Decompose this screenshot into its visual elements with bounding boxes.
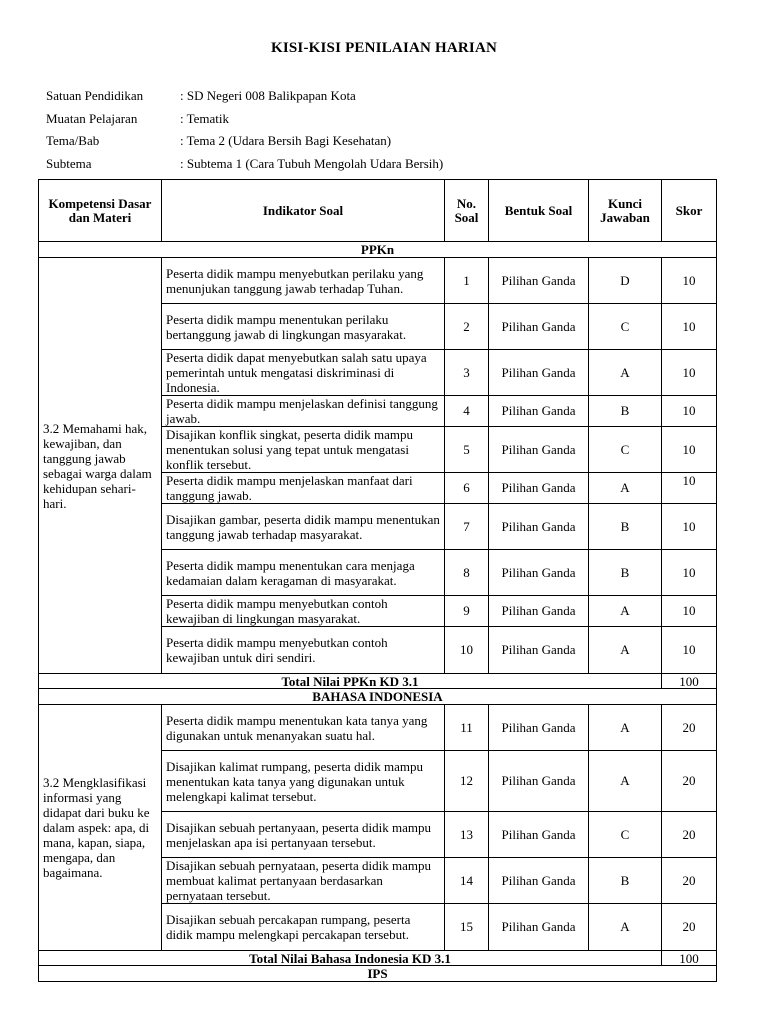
indikator-cell: Peserta didik mampu menentukan kata tanya yang digunakan untuk menanyakan suatu hal.: [162, 705, 445, 751]
bentuk-cell: Pilihan Ganda: [489, 350, 589, 396]
no-cell: 2: [445, 304, 489, 350]
skor-cell: 10: [662, 396, 717, 427]
indikator-cell: Peserta didik mampu menentukan cara menjaga kedamaian dalam keragaman di masyarakat.: [162, 550, 445, 596]
kunci-cell: A: [589, 751, 662, 812]
section-row: [39, 242, 717, 258]
skor-cell: 20: [662, 904, 717, 951]
skor-cell: 10: [662, 473, 717, 504]
indikator-cell: Disajikan sebuah percakapan rumpang, peserta didik mampu melengkapi percakapan tersebut.: [162, 904, 445, 951]
meta-row: [46, 156, 443, 179]
table-body: [39, 242, 717, 982]
indikator-cell: Peserta didik mampu menjelaskan definisi tanggung jawab.: [162, 396, 445, 427]
no-cell: 15: [445, 904, 489, 951]
indikator-cell: Peserta didik mampu menyebutkan contoh kewajiban di lingkungan masyarakat.: [162, 596, 445, 627]
skor-cell: 10: [662, 350, 717, 396]
meta-value: : SD Negeri 008 Balikpapan Kota: [180, 88, 356, 103]
kunci-cell: A: [589, 473, 662, 504]
kunci-cell: A: [589, 596, 662, 627]
meta-label: Muatan Pelajaran: [46, 110, 138, 126]
no-cell: 12: [445, 751, 489, 812]
meta-label: Satuan Pendidikan: [46, 88, 144, 103]
indikator-cell: Peserta didik mampu menyebutkan perilaku yang menunjukan tanggung jawab terhadap Tuhan.: [162, 258, 445, 304]
no-cell: 1: [445, 258, 489, 304]
indikator-cell: Peserta didik mampu menentukan perilaku bertanggung jawab di lingkungan masyarakat.: [162, 304, 445, 350]
total-value: 100: [662, 674, 717, 689]
meta-value: : Tema 2 (Udara Bersih Bagi Kesehatan): [180, 133, 392, 148]
total-label: Total Nilai Bahasa Indonesia KD 3.1: [39, 951, 662, 966]
skor-cell: 10: [662, 427, 717, 473]
section-row: [39, 966, 717, 982]
bentuk-cell: Pilihan Ganda: [489, 396, 589, 427]
bentuk-cell: Pilihan Ganda: [489, 596, 589, 627]
bentuk-cell: Pilihan Ganda: [489, 904, 589, 951]
kunci-cell: B: [589, 550, 662, 596]
kunci-cell: C: [589, 304, 662, 350]
header-kd: Kompetensi Dasar dan Materi: [39, 180, 162, 242]
no-cell: 14: [445, 858, 489, 904]
bentuk-cell: Pilihan Ganda: [489, 751, 589, 812]
skor-cell: 20: [662, 812, 717, 858]
no-cell: 5: [445, 427, 489, 473]
bentuk-cell: Pilihan Ganda: [489, 473, 589, 504]
no-cell: 9: [445, 596, 489, 627]
table-header-row: [39, 180, 717, 242]
indikator-cell: Peserta didik mampu menjelaskan manfaat dari tanggung jawab.: [162, 473, 445, 504]
section-title: PPKn: [39, 242, 717, 258]
skor-cell: 20: [662, 858, 717, 904]
section-title: BAHASA INDONESIA: [39, 689, 717, 705]
meta-value: : Subtema 1 (Cara Tubuh Mengolah Udara Bersih): [180, 155, 444, 171]
table-row: [39, 705, 717, 751]
no-cell: 4: [445, 396, 489, 427]
meta-value: : Tematik: [180, 110, 230, 126]
skor-cell: 10: [662, 596, 717, 627]
total-label: Total Nilai PPKn KD 3.1: [39, 674, 662, 689]
meta-label: Tema/Bab: [46, 133, 100, 148]
no-cell: 11: [445, 705, 489, 751]
bentuk-cell: Pilihan Ganda: [489, 812, 589, 858]
meta-label: Subtema: [46, 155, 92, 171]
kunci-cell: A: [589, 705, 662, 751]
indikator-cell: Peserta didik dapat menyebutkan salah satu upaya pemerintah untuk mengatasi diskriminasi di Indonesia.: [162, 350, 445, 396]
meta-row: [46, 111, 443, 134]
skor-cell: 10: [662, 304, 717, 350]
meta-row: [46, 88, 443, 111]
header-kunci: Kunci Jawaban: [589, 180, 662, 242]
kunci-cell: B: [589, 504, 662, 550]
bentuk-cell: Pilihan Ganda: [489, 258, 589, 304]
indikator-cell: Disajikan kalimat rumpang, peserta didik mampu menentukan kata tanya yang digunakan untuk melengkapi kalimat tersebut.: [162, 751, 445, 812]
bentuk-cell: Pilihan Ganda: [489, 627, 589, 674]
indikator-cell: Peserta didik mampu menyebutkan contoh kewajiban untuk diri sendiri.: [162, 627, 445, 674]
table-row: [39, 258, 717, 304]
kunci-cell: A: [589, 350, 662, 396]
total-row: [39, 674, 717, 689]
no-cell: 8: [445, 550, 489, 596]
header-bentuk: Bentuk Soal: [489, 180, 589, 242]
kunci-cell: C: [589, 812, 662, 858]
section-row: [39, 689, 717, 705]
indikator-cell: Disajikan konflik singkat, peserta didik mampu menentukan solusi yang tepat untuk mengatasi konflik tersebut.: [162, 427, 445, 473]
total-row: [39, 951, 717, 966]
meta-row: [46, 133, 443, 156]
skor-cell: 10: [662, 258, 717, 304]
kunci-cell: B: [589, 396, 662, 427]
bentuk-cell: Pilihan Ganda: [489, 550, 589, 596]
meta-info: [46, 88, 443, 178]
no-cell: 3: [445, 350, 489, 396]
kunci-cell: D: [589, 258, 662, 304]
no-cell: 13: [445, 812, 489, 858]
kunci-cell: A: [589, 627, 662, 674]
header-skor: Skor: [662, 180, 717, 242]
skor-cell: 10: [662, 627, 717, 674]
page-title: KISI-KISI PENILAIAN HARIAN: [270, 40, 498, 56]
bentuk-cell: Pilihan Ganda: [489, 304, 589, 350]
kisi-table: [38, 179, 717, 982]
kunci-cell: C: [589, 427, 662, 473]
skor-cell: 10: [662, 504, 717, 550]
bentuk-cell: Pilihan Ganda: [489, 705, 589, 751]
total-value: 100: [662, 951, 717, 966]
indikator-cell: Disajikan sebuah pertanyaan, peserta didik mampu menjelaskan apa isi pertanyaan tersebut.: [162, 812, 445, 858]
header-no: No. Soal: [445, 180, 489, 242]
indikator-cell: Disajikan sebuah pernyataan, peserta didik mampu membuat kalimat pertanyaan berdasarkan pernyataan tersebut.: [162, 858, 445, 904]
indikator-cell: Disajikan gambar, peserta didik mampu menentukan tanggung jawab terhadap masyarakat.: [162, 504, 445, 550]
no-cell: 10: [445, 627, 489, 674]
kunci-cell: B: [589, 858, 662, 904]
skor-cell: 20: [662, 705, 717, 751]
header-indikator: Indikator Soal: [162, 180, 445, 242]
skor-cell: 20: [662, 751, 717, 812]
bentuk-cell: Pilihan Ganda: [489, 504, 589, 550]
section-title: IPS: [39, 966, 717, 982]
skor-cell: 10: [662, 550, 717, 596]
no-cell: 6: [445, 473, 489, 504]
kd-cell: 3.2 Memahami hak, kewajiban, dan tanggung jawab sebagai warga dalam kehidupan sehari-hari.: [39, 258, 162, 674]
no-cell: 7: [445, 504, 489, 550]
bentuk-cell: Pilihan Ganda: [489, 427, 589, 473]
kd-cell: 3.2 Mengklasifikasi informasi yang didapat dari buku ke dalam aspek: apa, di mana, kapan, siapa, mengapa, dan bagaimana.: [39, 705, 162, 951]
bentuk-cell: Pilihan Ganda: [489, 858, 589, 904]
kunci-cell: A: [589, 904, 662, 951]
